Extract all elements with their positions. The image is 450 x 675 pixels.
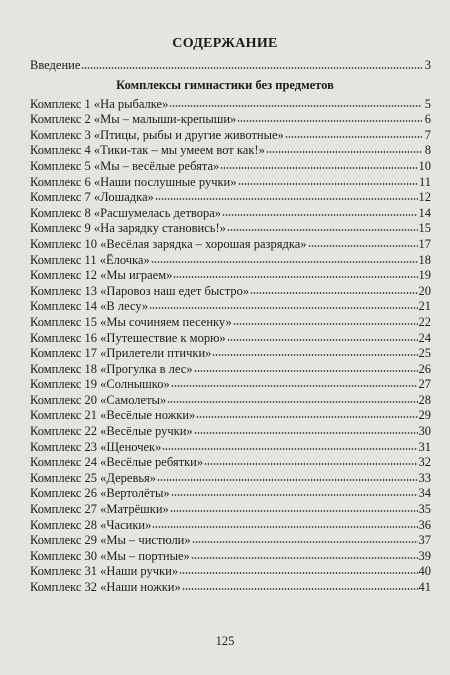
toc-entry-row bbox=[30, 422, 431, 438]
toc-entry-row bbox=[30, 111, 431, 127]
leader-dots bbox=[212, 353, 417, 357]
page-number: 125 bbox=[215, 634, 235, 648]
leader-dots bbox=[220, 166, 417, 170]
toc-entry-label: Комплекс 6 «Наши послушные ручки» bbox=[30, 174, 237, 189]
toc-entry-row bbox=[30, 267, 431, 283]
toc-entry-page: 32 bbox=[418, 455, 431, 470]
toc-entry-label: Комплекс 32 «Наши ножки» bbox=[30, 580, 181, 594]
toc-entry-row bbox=[30, 126, 431, 142]
leader-dots bbox=[222, 213, 417, 217]
section-title: Комплексы гимнастики без предметов bbox=[116, 78, 334, 92]
toc-entry-label: Комплекс 12 «Мы играем» bbox=[30, 268, 173, 283]
toc-entry-page: 35 bbox=[418, 502, 431, 517]
toc-entry-row bbox=[30, 532, 431, 548]
toc-entry-label: Комплекс 20 «Самолеты» bbox=[30, 392, 167, 407]
leader-dots bbox=[285, 135, 422, 139]
toc-entry-page: 20 bbox=[418, 283, 431, 298]
leader-dots bbox=[233, 322, 418, 326]
toc-entry-label: Комплекс 16 «Путешествие к морю» bbox=[30, 330, 226, 345]
toc-entry-page: 33 bbox=[418, 470, 431, 485]
toc-entry-label: Комплекс 21 «Весёлые ножки» bbox=[30, 408, 196, 423]
toc-entry-page: 10 bbox=[418, 158, 431, 173]
toc-entry-row bbox=[30, 204, 431, 220]
toc-entry-row bbox=[30, 173, 431, 189]
leader-dots bbox=[171, 384, 418, 388]
toc-entry-label: Комплекс 4 «Тики-так – мы умеем вот как!» bbox=[30, 143, 265, 158]
toc-entry-label: Комплекс 11 «Ёлочка» bbox=[30, 252, 150, 267]
toc-entry-label: Комплекс 24 «Весёлые ребятки» bbox=[30, 455, 204, 470]
toc-entry-page: 7 bbox=[424, 127, 431, 142]
toc-entry-row bbox=[30, 469, 431, 485]
toc-entry-page: 12 bbox=[418, 190, 431, 205]
toc-entry-page: 25 bbox=[418, 346, 431, 361]
toc-entry-row bbox=[30, 251, 431, 267]
toc-entry-page: 27 bbox=[418, 377, 431, 392]
contents-title: СОДЕРЖАНИЕ bbox=[172, 36, 278, 51]
toc-entry-row bbox=[30, 282, 431, 298]
toc-entry-page: 19 bbox=[418, 268, 431, 283]
toc-entry-row bbox=[30, 329, 431, 345]
toc-entry-row bbox=[30, 345, 431, 361]
toc-entry-page: 31 bbox=[418, 439, 431, 454]
leader-dots bbox=[194, 369, 418, 373]
toc-entry-row bbox=[30, 578, 431, 594]
toc-entry-label: Комплекс 1 «На рыбалке» bbox=[30, 96, 169, 111]
toc-entry-label: Комплекс 10 «Весёлая зарядка – хорошая разрядка» bbox=[30, 236, 307, 251]
toc-entry-page: 15 bbox=[418, 221, 431, 236]
leader-dots bbox=[194, 431, 418, 435]
toc-entry-page: 14 bbox=[418, 205, 431, 220]
toc-entry-label: Комплекс 29 «Мы – чистюли» bbox=[30, 533, 191, 548]
toc-entry-page: 39 bbox=[418, 548, 431, 563]
leader-dots bbox=[151, 260, 418, 264]
toc-entry-label: Комплекс 22 «Весёлые ручки» bbox=[30, 424, 193, 439]
leader-dots bbox=[204, 462, 417, 466]
leader-dots bbox=[81, 66, 422, 70]
toc-entry-page: 18 bbox=[418, 252, 431, 267]
toc-entry-row bbox=[30, 500, 431, 516]
toc-entry-page: 26 bbox=[418, 361, 431, 376]
toc-entry-row bbox=[30, 235, 431, 251]
toc-entry-page: 24 bbox=[418, 330, 431, 345]
toc-entry-page: 34 bbox=[418, 486, 431, 501]
toc-entry-page: 3 bbox=[424, 58, 431, 72]
toc-entry-row bbox=[30, 313, 431, 329]
leader-dots bbox=[162, 447, 417, 451]
toc-entry-label: Комплекс 14 «В лесу» bbox=[30, 299, 149, 314]
toc-list bbox=[30, 95, 431, 594]
toc-entry-label: Комплекс 31 «Наши ручки» bbox=[30, 564, 179, 579]
leader-dots bbox=[157, 478, 417, 482]
toc-entry-label: Комплекс 9 «На зарядку становись!» bbox=[30, 221, 226, 236]
toc-entry-label: Комплекс 23 «Щеночек» bbox=[30, 439, 162, 454]
toc-entry-row bbox=[30, 391, 431, 407]
toc-entry-label: Комплекс 3 «Птицы, рыбы и другие животные» bbox=[30, 127, 284, 142]
toc-entry-row bbox=[30, 485, 431, 501]
toc-entry-row bbox=[30, 547, 431, 563]
toc-entry-row bbox=[30, 563, 431, 579]
toc-entry-label: Комплекс 30 «Мы – портные» bbox=[30, 548, 190, 563]
toc-entry-label: Комплекс 5 «Мы – весёлые ребята» bbox=[30, 158, 220, 173]
toc-entry-row bbox=[30, 360, 431, 376]
toc-entry-row bbox=[30, 95, 431, 111]
toc-entry-page: 30 bbox=[418, 424, 431, 439]
leader-dots bbox=[196, 415, 417, 419]
toc-entry-page: 5 bbox=[424, 96, 431, 111]
toc-entry-row bbox=[30, 407, 431, 423]
leader-dots bbox=[250, 291, 417, 295]
leader-dots bbox=[169, 104, 422, 108]
toc-entry-page: 11 bbox=[418, 174, 431, 189]
toc-entry-row bbox=[30, 376, 431, 392]
toc-entry-label: Комплекс 13 «Паровоз наш едет быстро» bbox=[30, 283, 250, 298]
leader-dots bbox=[227, 338, 418, 342]
leader-dots bbox=[266, 150, 422, 154]
toc-entry-label: Комплекс 25 «Деревья» bbox=[30, 470, 157, 485]
toc-entry-page: 17 bbox=[418, 236, 431, 251]
toc-entry-page: 40 bbox=[418, 564, 431, 579]
leader-dots bbox=[227, 228, 418, 232]
toc-entry-label: Комплекс 15 «Мы сочиняем песенку» bbox=[30, 314, 232, 329]
toc-entry-page: 6 bbox=[424, 112, 431, 127]
toc-entry-label: Комплекс 26 «Вертолёты» bbox=[30, 486, 170, 501]
toc-entry-page: 36 bbox=[418, 517, 431, 532]
toc-entry-row bbox=[30, 142, 431, 158]
toc-entry-page: 41 bbox=[418, 580, 431, 594]
toc-entry-row bbox=[30, 438, 431, 454]
toc-entry-page: 29 bbox=[418, 408, 431, 423]
toc-entry-row bbox=[30, 454, 431, 470]
toc-entry-page: 22 bbox=[418, 314, 431, 329]
leader-dots bbox=[152, 525, 417, 529]
toc-entry-row bbox=[30, 220, 431, 236]
toc-entry-page: 8 bbox=[424, 143, 431, 158]
leader-dots bbox=[237, 119, 422, 123]
leader-dots bbox=[167, 400, 417, 404]
leader-dots bbox=[149, 306, 417, 310]
leader-dots bbox=[182, 587, 418, 591]
toc-entry-row bbox=[30, 157, 431, 173]
toc-entry-label: Комплекс 27 «Матрёшки» bbox=[30, 502, 169, 517]
toc-entry-label: Комплекс 8 «Расшумелась детвора» bbox=[30, 205, 222, 220]
toc-entry-label: Комплекс 28 «Часики» bbox=[30, 517, 152, 532]
toc-entry-label: Комплекс 2 «Мы – малыши-крепыши» bbox=[30, 112, 237, 127]
toc-entry-row bbox=[30, 516, 431, 532]
toc-entry-page: 21 bbox=[418, 299, 431, 314]
leader-dots bbox=[192, 540, 418, 544]
toc-entry-label: Комплекс 18 «Прогулка в лес» bbox=[30, 361, 193, 376]
toc-entry-page: 37 bbox=[418, 533, 431, 548]
leader-dots bbox=[238, 182, 418, 186]
toc-entry-label: Введение bbox=[30, 58, 81, 72]
toc-entry-label: Комплекс 7 «Лошадка» bbox=[30, 190, 154, 205]
leader-dots bbox=[308, 244, 418, 248]
toc-entry-row bbox=[30, 298, 431, 314]
toc-entry-page: 28 bbox=[418, 392, 431, 407]
leader-dots bbox=[173, 275, 417, 279]
leader-dots bbox=[170, 509, 418, 513]
leader-dots bbox=[179, 571, 417, 575]
toc-intro-row bbox=[30, 57, 431, 73]
leader-dots bbox=[155, 197, 418, 201]
toc-entry-label: Комплекс 19 «Солнышко» bbox=[30, 377, 170, 392]
leader-dots bbox=[171, 493, 418, 497]
leader-dots bbox=[191, 556, 418, 560]
toc-entry-row bbox=[30, 189, 431, 205]
toc-entry-label: Комплекс 17 «Прилетели птички» bbox=[30, 346, 212, 361]
